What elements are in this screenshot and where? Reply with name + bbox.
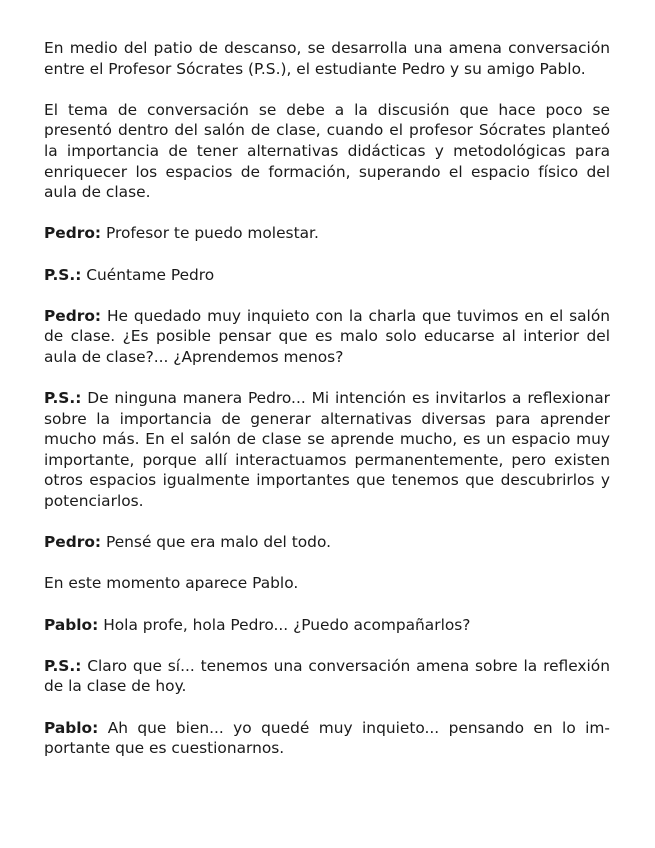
speaker-label: Pedro: [44,224,102,243]
dialogue-text: Hola profe, hola Pedro... ¿Puedo acompañarlos? [103,615,471,634]
dialogue-text: He quedado muy inquieto con la charla que tuvimos en el salón de clase. ¿Es posible pensar que es malo solo educarse al interior del aula de clase?... ¿Aprendemos menos? [44,306,610,366]
speaker-label: Pablo: [44,615,99,634]
dialogue-line [44,306,610,368]
dialogue-line [44,718,610,759]
document-page [44,38,610,779]
speaker-label: Pedro: [44,306,102,325]
speaker-label: Pablo: [44,718,99,737]
dialogue-text: De ninguna manera Pedro... Mi intención es invitarlos a reflexionar sobre la importancia de generar alternativas diversas para aprender mucho más. En el salón de clase se aprende mucho, es un espacio muy importante, porque allí interactuamos permanentemente, pero existen otros espacios igualmente importantes que tenemos que descubrirlos y potenciarlos. [44,389,610,511]
dialogue-line [44,615,610,636]
dialogue-text: Ah que bien... yo quedé muy inquieto... pensando en lo importante que es cuestionarnos. [44,718,610,758]
dialogue-text: Claro que sí... tenemos una conversación amena sobre la reflexión de la clase de hoy. [44,656,610,696]
dialogue-line [44,388,610,512]
speaker-label: Pedro: [44,533,102,552]
speaker-label: P.S.: [44,265,82,284]
dialogue-text: Profesor te puedo molestar. [105,224,319,243]
paragraph-intro [44,38,610,79]
speaker-label: P.S.: [44,656,82,675]
narration-line [44,573,610,594]
dialogue-line [44,223,610,244]
speaker-label: P.S.: [44,389,82,408]
dialogue-line [44,265,610,286]
dialogue-line [44,532,610,553]
dialogue-text: Cuéntame Pedro [86,265,215,284]
paragraph-context [44,100,610,203]
dialogue-text: Pensé que era malo del todo. [105,533,331,552]
paragraph-text: En este momento aparece Pablo. [44,574,299,593]
paragraph-text: En medio del patio de descanso, se desarrolla una amena conversación entre el Profesor Sócrates (P.S.), el estudiante Pedro y su amigo Pablo. [44,39,610,78]
dialogue-line [44,656,610,697]
paragraph-text: El tema de conversación se debe a la discusión que hace poco se presentó dentro del salón de clase, cuando el profesor Sócrates planteó la importancia de tener alternativas didácticas y metodológicas para enriquecer los espacios de formación, superando el espacio físico del aula de clase. [44,100,610,202]
